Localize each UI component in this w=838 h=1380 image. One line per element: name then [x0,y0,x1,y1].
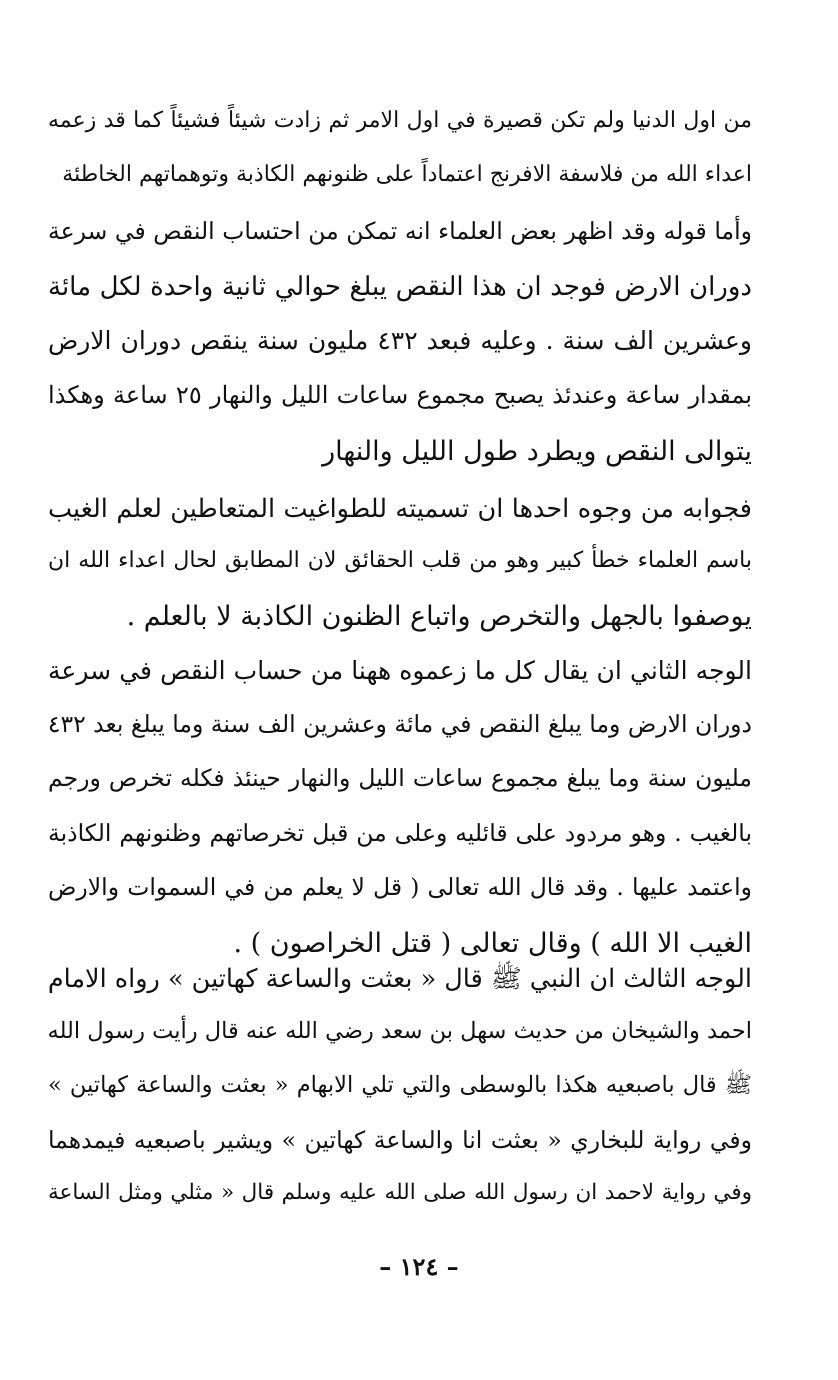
paragraph-second-aspect [48,657,752,982]
text-line: باسم العلماء خطأ كبير وهو من قلب الحقائق لان المطابق لحال اعداء الله ان [48,548,752,573]
text-line: ﷺ قال باصبعيه هكذا بالوسطى والتي تلي الابهام « بعثت والساعة كهاتين » [48,1072,752,1098]
text-line: الوجه الثالث ان النبي ﷺ قال « بعثت والساعة كهاتين » رواه الامام [47,964,752,994]
text-line: يوصفوا بالجهل والتخرص واتباع الظنون الكاذبة لا بالعلم . [126,601,752,632]
text-line: وأما قوله وقد اظهر بعض العلماء انه تمكن من احتساب النقص في سرعة [48,217,752,245]
text-line: دوران الارض فوجد ان هذا النقص يبلغ حوالي ثانية واحدة لكل مائة [48,271,752,302]
paragraph-intro-continuation [48,108,752,216]
text-line: الغيب الا الله ) وقال تعالى ( قتل الخراصون ) . [233,927,752,959]
text-line: وفي رواية لاحمد ان رسول الله صلى الله عليه وسلم قال « مثلي ومثل الساعة [48,1180,752,1205]
text-line: واعتمد عليها . وقد قال الله تعالى ( قل لا يعلم من في السموات والارض [48,872,752,901]
text-line: وفي رواية للبخاري « بعثت انا والساعة كهاتين » ويشير باصبعيه فيمدهما [48,1126,752,1154]
text-line: من اول الدنيا ولم تكن قصيرة في اول الامر ثم زادت شيئاً فشيئاً كما قد زعمه [48,108,752,133]
page-number: – ١٢٤ – [379,1252,459,1281]
paragraph-quoted-claim [48,218,752,491]
text-line: يتوالى النقص ويطرد طول الليل والنهار [322,436,752,467]
paragraph-third-aspect [48,965,752,1235]
text-line: الوجه الثاني ان يقال كل ما زعموه ههنا من حساب النقص في سرعة [48,656,752,685]
text-line: دوران الارض وما يبلغ النقص في مائة وعشرين الف سنة وما يبلغ بعد ٤٣٢ [47,710,752,739]
text-line: مليون سنة وما يبلغ مجموع ساعات الليل والنهار حينئذ فكله تخرص ورجم [48,764,752,793]
text-line: بالغيب . وهو مردود على قائليه وعلى من قبل تخرصاتهم وظنونهم الكاذبة [48,818,752,847]
text-line: احمد والشيخان من حديث سهل بن سعد رضي الله عنه قال رأيت رسول الله [47,1018,752,1044]
text-line: وعشرين الف سنة . وعليه فبعد ٤٣٢ مليون سنة ينقص دوران الارض [48,326,752,355]
text-line: بمقدار ساعة وعندئذ يصبح مجموع ساعات الليل والنهار ٢٥ ساعة وهكذا [48,380,752,409]
text-line: اعداء الله من فلاسفة الافرنج اعتماداً على ظنونهم الكاذبة وتوهماتهم الخاطئة [62,162,752,187]
paragraph-answer-first [48,495,752,654]
text-line: فجوابه من وجوه احدها ان تسميته للطواغيت المتعاطين لعلم الغيب [48,494,752,524]
